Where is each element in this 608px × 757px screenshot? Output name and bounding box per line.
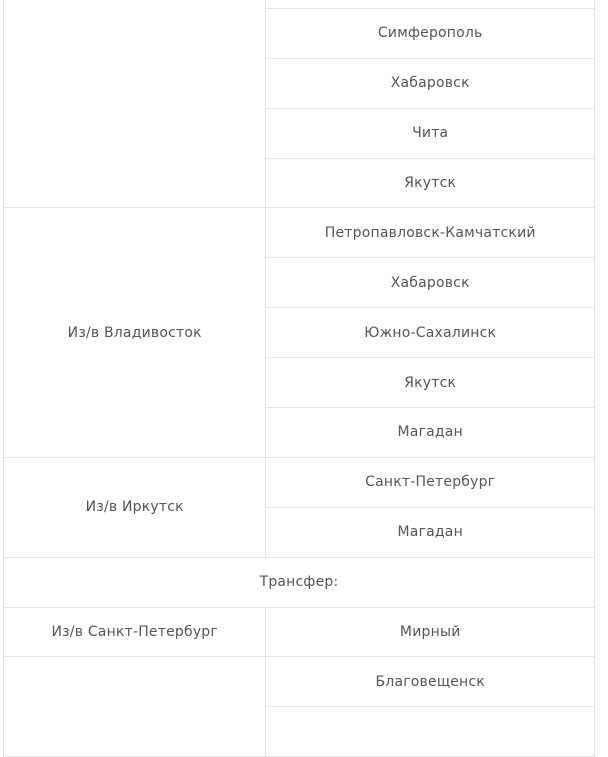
destination-cell: Хабаровск [266,258,595,308]
destination-cell: Южно-Сахалинск [266,308,595,358]
table-row [4,607,595,657]
transfer-heading: Трансфер: [4,557,595,607]
destination-cell: Благовещенск [266,657,595,707]
destination-cell: Магадан [266,507,595,557]
routes-table [3,0,595,757]
origin-cell: Из/в Владивосток [4,208,266,457]
origin-cell: Из/в Иркутск [4,457,266,557]
destination-cell: Якутск [266,358,595,408]
destination-cell: Чита [266,108,595,158]
destination-cell: Петропавловск-Камчатский [266,208,595,258]
table-row [4,457,595,507]
table-row [4,657,595,707]
destination-cell [266,707,595,757]
destination-cell: Магадан [266,408,595,458]
table-row [4,208,595,258]
destination-cell: Хабаровск [266,58,595,108]
origin-cell [4,657,266,757]
destination-cell [266,0,595,8]
destination-cell: Санкт-Петербург [266,457,595,507]
destination-cell: Якутск [266,158,595,208]
table-row [4,0,595,8]
table-row [4,557,595,607]
origin-cell: Из/в Санкт-Петербург [4,607,266,657]
destination-cell: Мирный [266,607,595,657]
destination-cell: Симферополь [266,8,595,58]
origin-cell [4,0,266,208]
